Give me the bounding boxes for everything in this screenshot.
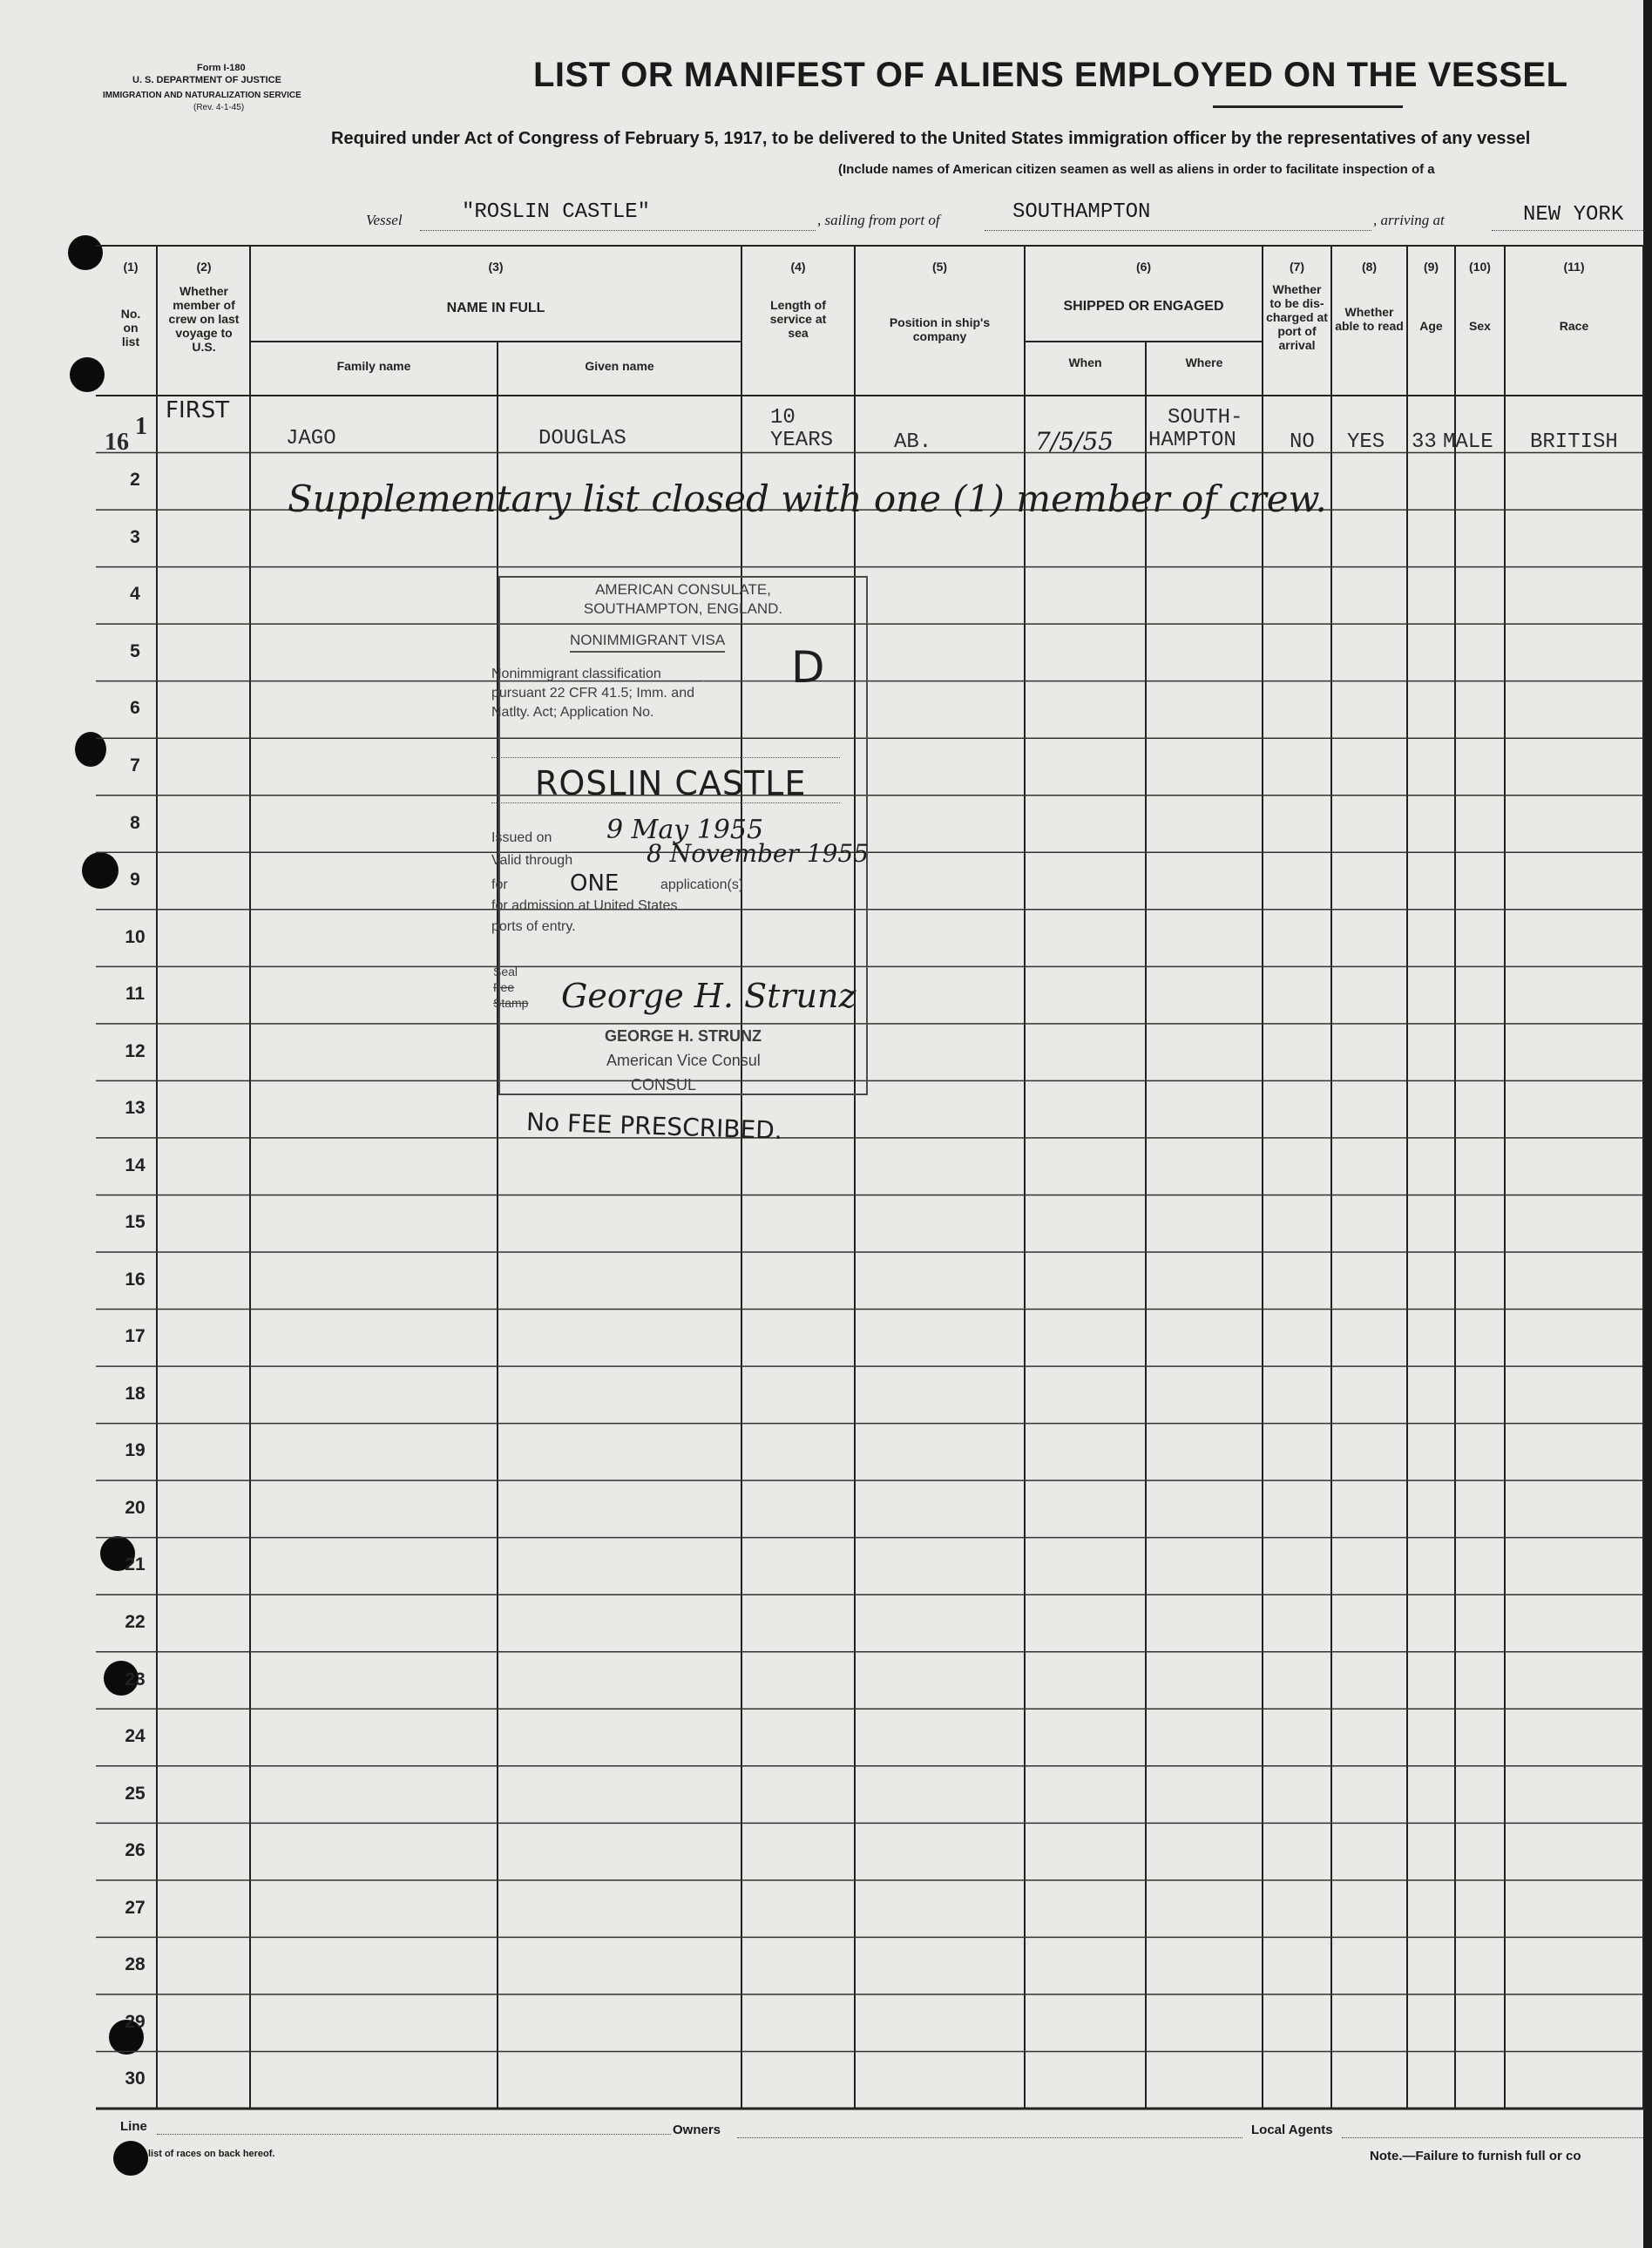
arriving-port: NEW YORK bbox=[1523, 203, 1624, 227]
row-number: 16 bbox=[125, 1269, 146, 1290]
sailing-port: SOUTHAMPTON bbox=[1012, 200, 1151, 224]
row-number: 21 bbox=[125, 1554, 146, 1575]
row-number: 30 bbox=[125, 2069, 146, 2089]
row-number: 24 bbox=[125, 1726, 146, 1747]
row-number: 26 bbox=[125, 1840, 146, 1861]
col6-number: (6) bbox=[1135, 260, 1152, 274]
entry-age: 33 bbox=[1412, 430, 1437, 454]
row-number: 20 bbox=[125, 1497, 146, 1518]
subtitle-note: (Include names of American citizen seamen as well as aliens in order to facilitate inspection of a bbox=[838, 162, 1435, 177]
stamp-visa-type: NONIMMIGRANT VISA bbox=[570, 632, 725, 653]
subtitle: Required under Act of Congress of February 5, 1917, to be delivered to the United States immigration officer by the representatives of any vessel bbox=[331, 129, 1531, 148]
row-number: 14 bbox=[125, 1154, 146, 1175]
row-number: 19 bbox=[125, 1440, 146, 1461]
stamp-vessel-name: ROSLIN CASTLE bbox=[535, 764, 807, 802]
stamp-for-value: ONE bbox=[570, 870, 620, 897]
footer-agents-rule bbox=[1342, 2137, 1643, 2138]
entry-shipped-where-1: SOUTH- bbox=[1168, 406, 1243, 430]
entry-discharged: NO bbox=[1290, 430, 1315, 454]
col9-header: Age bbox=[1419, 319, 1443, 333]
entry-given-name: DOUGLAS bbox=[538, 427, 626, 450]
row-number: 10 bbox=[125, 926, 146, 947]
col8-header: Whether able to read bbox=[1335, 305, 1404, 333]
stamp-regulation: pursuant 22 CFR 41.5; Imm. and bbox=[491, 686, 694, 701]
row-number: 27 bbox=[125, 1897, 146, 1918]
form-service: IMMIGRATION AND NATURALIZATION SERVICE bbox=[103, 91, 301, 100]
footer-owners-label: Owners bbox=[673, 2123, 721, 2137]
row-number: 23 bbox=[125, 1669, 146, 1689]
row-number: 11 bbox=[125, 984, 146, 1005]
no-fee-note: No FEE PRESCRIBED. bbox=[525, 1107, 783, 1146]
row-number: 17 bbox=[125, 1326, 146, 1347]
stamp-officer-title: American Vice Consul bbox=[606, 1052, 761, 1069]
col4-number: (4) bbox=[790, 260, 806, 274]
entry-row-prefix: 16 bbox=[105, 429, 129, 456]
entry-can-read: YES bbox=[1347, 430, 1385, 454]
stamp-admission: for admission at United States bbox=[491, 898, 678, 913]
stamp-valid-label: Valid through bbox=[491, 853, 573, 868]
col5-header: Position in ship's company bbox=[889, 315, 991, 343]
stamp-classification-value: D bbox=[791, 642, 825, 693]
consul-signature: George H. Strunz bbox=[561, 977, 856, 1015]
footer-agents-label: Local Agents bbox=[1251, 2123, 1333, 2137]
row-number: 8 bbox=[130, 812, 140, 833]
row-number: 3 bbox=[130, 526, 140, 547]
entry-position: AB. bbox=[894, 430, 932, 454]
visa-stamp bbox=[491, 576, 870, 1095]
row-number: 25 bbox=[125, 1783, 146, 1804]
family-name-header: Family name bbox=[336, 359, 411, 373]
stamp-for-label: for bbox=[491, 877, 508, 892]
vessel-value: "ROSLIN CASTLE" bbox=[462, 200, 651, 224]
entry-race: BRITISH bbox=[1530, 430, 1618, 454]
stamp-classification-label: Nonimmigrant classification bbox=[491, 667, 661, 681]
given-name-header: Given name bbox=[585, 359, 654, 373]
sailing-label: , sailing from port of bbox=[817, 212, 940, 228]
form-agency: U. S. DEPARTMENT OF JUSTICE bbox=[132, 75, 281, 85]
col4-header: Length of service at sea bbox=[769, 298, 827, 340]
col2-header: Whether member of crew on last voyage to U.S. bbox=[168, 284, 240, 354]
row-number: 9 bbox=[130, 870, 140, 890]
col7-header: Whether to be dis- charged at port of arrival bbox=[1266, 282, 1328, 352]
handwritten-note: Supplementary list closed with one (1) member of crew. bbox=[288, 477, 1327, 520]
where-header: Where bbox=[1185, 355, 1223, 369]
stamp-city: SOUTHAMPTON, ENGLAND. bbox=[583, 600, 783, 617]
entry-sex: MALE bbox=[1443, 430, 1493, 454]
col11-header: Race bbox=[1559, 319, 1589, 333]
row-number: 5 bbox=[130, 640, 140, 661]
row-number: 6 bbox=[130, 698, 140, 719]
vessel-label: Vessel bbox=[366, 212, 403, 228]
entry-service-years: 10 bbox=[770, 406, 796, 430]
row-number: 1 bbox=[135, 412, 147, 440]
footer-owners-rule bbox=[737, 2137, 1242, 2138]
row-number: 28 bbox=[125, 1954, 146, 1975]
footer-races-note: list of races on back hereof. bbox=[148, 2149, 275, 2159]
col3-header: NAME IN FULL bbox=[446, 301, 545, 315]
row-number: 29 bbox=[125, 2011, 146, 2032]
entry-crew-member: FIRST bbox=[166, 397, 230, 423]
row-number: 7 bbox=[130, 755, 140, 775]
page-title: LIST OR MANIFEST OF ALIENS EMPLOYED ON THE VESSEL bbox=[533, 56, 1568, 94]
col1-number: (1) bbox=[123, 260, 139, 274]
col6-header: SHIPPED OR ENGAGED bbox=[1063, 299, 1224, 314]
entry-shipped-where-2: HAMPTON bbox=[1148, 429, 1236, 452]
when-header: When bbox=[1068, 355, 1102, 369]
stamp-seal-label: Seal bbox=[493, 965, 518, 978]
footer-failure-note: Note.—Failure to furnish full or co bbox=[1370, 2149, 1581, 2163]
stamp-application-count: application(s) bbox=[660, 877, 744, 892]
stamp-application-label: Natlty. Act; Application No. bbox=[491, 705, 654, 720]
col2-number: (2) bbox=[196, 260, 212, 274]
col10-number: (10) bbox=[1469, 260, 1491, 274]
row-number: 18 bbox=[125, 1383, 146, 1404]
entry-service-unit: YEARS bbox=[770, 429, 834, 452]
stamp-issued-label: Issued on bbox=[491, 830, 552, 845]
row-number: 13 bbox=[125, 1098, 146, 1119]
stamp-stamp-label: Stamp bbox=[493, 996, 529, 1010]
footer-line-rule bbox=[157, 2134, 671, 2135]
stamp-valid-date: 8 November 1955 bbox=[647, 839, 870, 868]
stamp-officer-name: GEORGE H. STRUNZ bbox=[605, 1027, 762, 1045]
form-number: Form I-180 bbox=[197, 63, 246, 73]
entry-family-name: JAGO bbox=[286, 427, 336, 450]
row-number: 12 bbox=[125, 1040, 146, 1061]
stamp-issued-date: 9 May 1955 bbox=[606, 815, 764, 845]
col8-number: (8) bbox=[1361, 260, 1378, 274]
row-number: 15 bbox=[125, 1212, 146, 1233]
col3-number: (3) bbox=[488, 260, 504, 274]
stamp-consulate: AMERICAN CONSULATE, bbox=[595, 581, 771, 598]
row-number: 4 bbox=[130, 584, 140, 605]
footer-line-label: Line bbox=[120, 2119, 147, 2134]
stamp-consul: CONSUL bbox=[631, 1076, 697, 1094]
col10-header: Sex bbox=[1469, 319, 1491, 333]
stamp-blank-rule bbox=[491, 757, 840, 758]
arriving-label: , arriving at bbox=[1373, 212, 1445, 228]
col11-number: (11) bbox=[1563, 260, 1585, 274]
stamp-ports: ports of entry. bbox=[491, 919, 576, 934]
col1-header: No. on list bbox=[120, 307, 141, 349]
row-number: 22 bbox=[125, 1611, 146, 1632]
form-rev: (Rev. 4-1-45) bbox=[193, 103, 245, 112]
col9-number: (9) bbox=[1423, 260, 1439, 274]
col5-number: (5) bbox=[931, 260, 948, 274]
row-number: 2 bbox=[130, 470, 140, 491]
stamp-fee-label: Fee bbox=[493, 980, 515, 994]
stamp-vessel-rule bbox=[491, 802, 840, 803]
col7-number: (7) bbox=[1289, 260, 1305, 274]
entry-shipped-when: 7/5/55 bbox=[1035, 427, 1114, 456]
